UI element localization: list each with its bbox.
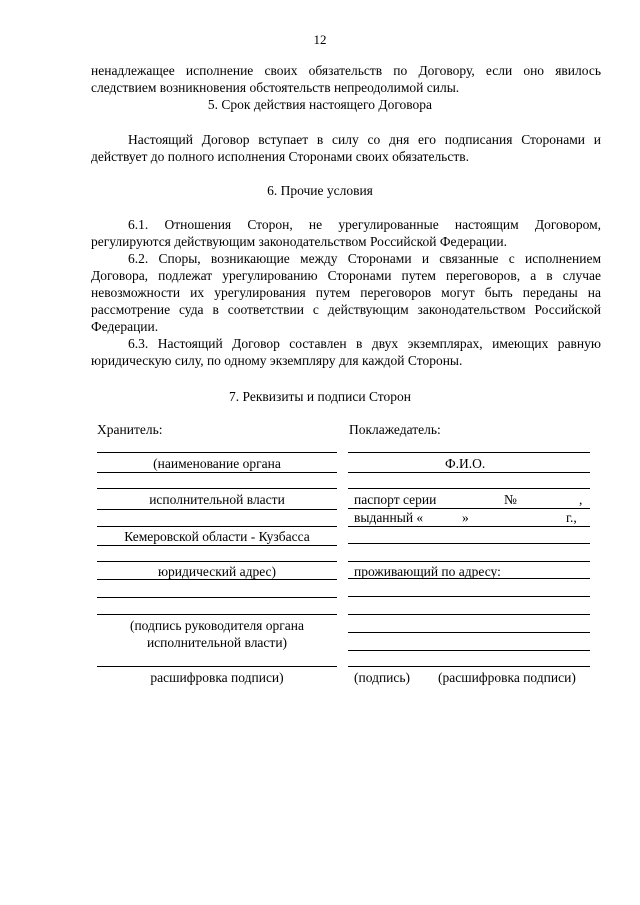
section-6-1: 6.1. Отношения Сторон, не урегулированные настоящим Договором, регулируются действующим законодательством Российской Федерации.: [91, 217, 601, 249]
keeper-line: [97, 526, 337, 527]
depositor-line: [348, 632, 590, 633]
intro-line-2: следствием возникновения обстоятельств непреодолимой силы.: [91, 80, 460, 95]
depositor-line: [348, 561, 590, 562]
section-6-3: 6.3. Настоящий Договор составлен в двух экземплярах, имеющих равную юридическую силу, по одному экземпляру для каждой Стороны.: [91, 336, 601, 368]
section-5-heading: 5. Срок действия настоящего Договора: [207, 97, 433, 112]
depositor-fio-label: Ф.И.О.: [445, 456, 486, 471]
keeper-line: [97, 472, 337, 473]
depositor-line: [348, 666, 590, 667]
depositor-line: [348, 488, 590, 489]
keeper-signature-head-label-2: исполнительной власти): [146, 635, 288, 650]
depositor-line: [348, 526, 590, 527]
depositor-issued-label: выданный «: [354, 510, 424, 525]
depositor-year-label: г.,: [566, 510, 577, 525]
depositor-line: [348, 472, 590, 473]
depositor-signature-label: (подпись): [354, 670, 411, 685]
keeper-line: [97, 509, 337, 510]
depositor-line: [348, 543, 590, 544]
keeper-line: [97, 614, 337, 615]
depositor-comma: ,: [579, 492, 583, 507]
keeper-line: [97, 597, 337, 598]
keeper-region-label: Кемеровской области - Кузбасса: [124, 529, 310, 544]
keeper-line: [97, 488, 337, 489]
depositor-line: [348, 614, 590, 615]
keeper-line: [97, 561, 337, 562]
depositor-title: Поклажедатель:: [349, 422, 441, 437]
depositor-number-sign: №: [504, 492, 517, 507]
section-5-text: Настоящий Договор вступает в силу со дня его подписания Сторонами и действует до полного исполнения Сторонами своих обязательств.: [91, 132, 601, 164]
keeper-line: [97, 666, 337, 667]
section-6-heading: 6. Прочие условия: [267, 183, 373, 198]
depositor-address-label: проживающий по адресу:: [354, 564, 501, 579]
depositor-quote-close: »: [462, 510, 469, 525]
keeper-signature-decode-label: расшифровка подписи): [150, 670, 284, 685]
depositor-line: [348, 578, 590, 579]
keeper-signature-head-label-1: (подпись руководителя органа: [129, 618, 305, 633]
keeper-legal-address-label: юридический адрес): [157, 564, 277, 579]
page-number: 12: [313, 32, 327, 47]
keeper-exec-power-label: исполнительной власти: [149, 492, 285, 507]
keeper-title: Хранитель:: [97, 422, 163, 437]
keeper-line: [97, 545, 337, 546]
depositor-line: [348, 452, 590, 453]
intro-line-1: ненадлежащее исполнение своих обязательств по Договору, если оно явилось: [91, 63, 601, 78]
keeper-line: [97, 579, 337, 580]
keeper-org-name-label: (наименование органа: [153, 456, 281, 471]
section-6-2: 6.2. Споры, возникающие между Сторонами и связанные с исполнением Договора, подлежат урегулированию Сторонами путем переговоров, а в случае невозможности их урегулирования путем переговоров могут быть переданы на рассмотрение суда в соответствии с действующим законодательством Российской Федерации.: [91, 251, 601, 334]
section-7-heading: 7. Реквизиты и подписи Сторон: [229, 389, 411, 404]
depositor-signature-decode-label: (расшифровка подписи): [438, 670, 576, 685]
keeper-line: [97, 452, 337, 453]
depositor-passport-series-label: паспорт серии: [354, 492, 437, 507]
depositor-line: [348, 596, 590, 597]
depositor-line: [348, 650, 590, 651]
